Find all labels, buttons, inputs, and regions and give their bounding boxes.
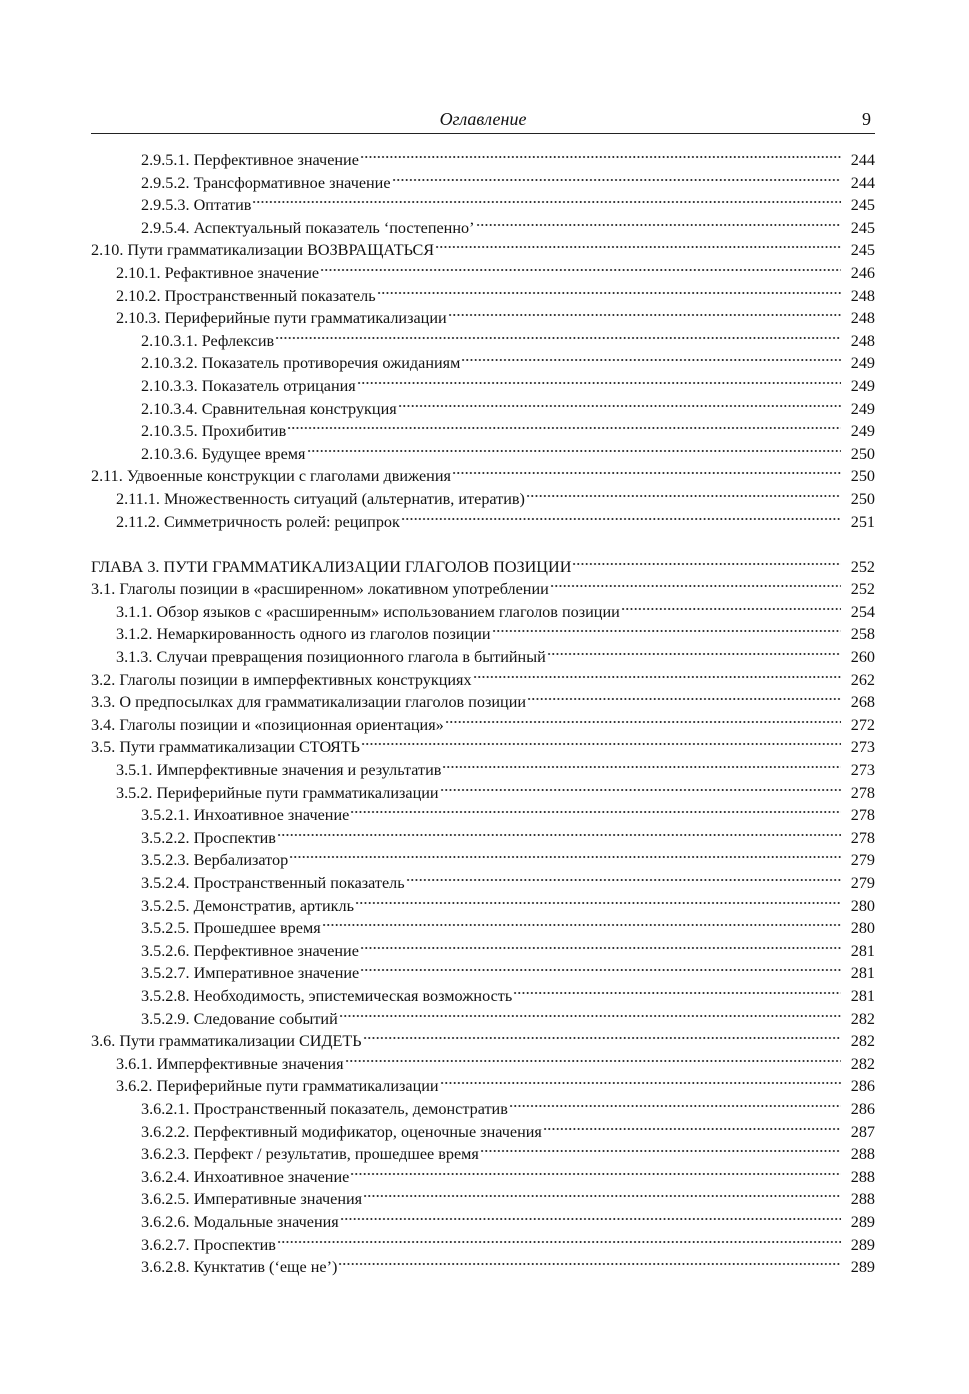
toc-entry-page: 286 xyxy=(850,1077,875,1096)
toc-entry xyxy=(91,985,875,1008)
dot-leader xyxy=(363,1034,841,1042)
toc-entry xyxy=(91,827,875,850)
toc-entry-page: 278 xyxy=(850,783,875,802)
toc-entry-title: 2.10.1. Рефактивное значение xyxy=(116,263,320,282)
toc-entry xyxy=(91,962,875,985)
toc-entry-title: 3.6.2.6. Модальные значения xyxy=(141,1212,339,1231)
toc-entry xyxy=(91,1008,875,1031)
toc-entry xyxy=(91,736,875,759)
dot-leader xyxy=(350,808,841,816)
table-of-contents xyxy=(91,149,875,1279)
toc-entry-page: 281 xyxy=(850,986,875,1005)
toc-entry-title: 3.1.2. Немаркированность одного из глаголов позиции xyxy=(116,625,491,644)
toc-entry-page: 287 xyxy=(850,1122,875,1141)
toc-entry-page: 249 xyxy=(850,376,875,395)
toc-entry-page: 246 xyxy=(850,263,875,282)
dot-leader xyxy=(392,176,841,184)
toc-entry xyxy=(91,804,875,827)
toc-entry-title: 3.5. Пути грамматикализации СТОЯТЬ xyxy=(91,738,360,757)
toc-entry-title: 3.6.2.4. Инхоативное значение xyxy=(141,1167,350,1186)
toc-entry xyxy=(91,782,875,805)
toc-entry-page: 280 xyxy=(850,896,875,915)
dot-leader xyxy=(543,1125,841,1133)
toc-entry xyxy=(91,307,875,330)
toc-entry xyxy=(91,511,875,534)
toc-entry xyxy=(91,1121,875,1144)
dot-leader xyxy=(550,582,841,590)
dot-leader xyxy=(435,243,841,251)
toc-entry-title: 3.3. О предпосылках для грамматикализации глаголов позиции xyxy=(91,693,527,712)
toc-entry-page: 280 xyxy=(850,919,875,938)
toc-entry-page: 260 xyxy=(850,648,875,667)
toc-entry-title: 3.2. Глаголы позиции в имперфективных конструкциях xyxy=(91,670,472,689)
running-header xyxy=(91,106,875,132)
toc-entry-title: 3.6.2.7. Проспектив xyxy=(141,1235,276,1254)
toc-entry-title: 2.9.5.3. Оптатив xyxy=(141,196,252,215)
toc-entry-page: 281 xyxy=(850,941,875,960)
toc-entry-page: 244 xyxy=(850,151,875,169)
toc-entry-title: 3.6.2.5. Императивные значения xyxy=(141,1190,363,1209)
toc-entry-title: 2.10.3.1. Рефлексив xyxy=(141,331,275,350)
toc-entry-title: 3.6. Пути грамматикализации СИДЕТЬ xyxy=(91,1032,362,1051)
toc-entry-page: 252 xyxy=(850,557,875,576)
toc-entry-page: 244 xyxy=(850,173,875,192)
toc-entry xyxy=(91,1256,875,1279)
toc-entry-page: 251 xyxy=(850,512,875,531)
toc-entry-title: 3.1.3. Случаи превращения позиционного глагола в бытийный xyxy=(116,648,546,667)
toc-entry-title: 2.10.3.4. Сравнительная конструкция xyxy=(141,399,397,418)
toc-entry xyxy=(91,1098,875,1121)
dot-leader xyxy=(322,921,841,929)
toc-entry-title: 2.9.5.2. Трансформативное значение xyxy=(141,173,391,192)
dot-leader xyxy=(320,266,841,274)
toc-entry-title: 2.11. Удвоенные конструкции с глаголами движения xyxy=(91,467,451,486)
toc-entry-title: 3.5.1. Имперфективные значения и результатив xyxy=(116,761,442,780)
toc-entry-page: 248 xyxy=(850,331,875,350)
toc-entry xyxy=(91,759,875,782)
toc-entry-page: 272 xyxy=(850,715,875,734)
toc-entry-title: 3.6.2.3. Перфект / результатив, прошедшее время xyxy=(141,1145,479,1164)
dot-leader xyxy=(355,899,841,907)
dot-leader xyxy=(406,876,841,884)
header-page-number: 9 xyxy=(862,109,871,129)
toc-entry xyxy=(91,714,875,737)
toc-entry-page: 250 xyxy=(850,467,875,486)
dot-leader xyxy=(448,311,841,319)
dot-leader xyxy=(307,447,842,455)
toc-entry-title: 2.10.3.3. Показатель отрицания xyxy=(141,376,356,395)
toc-entry-page: 282 xyxy=(850,1032,875,1051)
dot-leader xyxy=(338,1260,841,1268)
toc-entry xyxy=(91,1030,875,1053)
toc-entry-page: 245 xyxy=(850,196,875,215)
dot-leader xyxy=(480,1147,841,1155)
toc-entry xyxy=(91,578,875,601)
toc-entry-title: 2.10.3. Периферийные пути грамматикализации xyxy=(116,309,447,328)
toc-entry xyxy=(91,352,875,375)
toc-entry-page: 289 xyxy=(850,1212,875,1231)
toc-entry xyxy=(91,849,875,872)
toc-entry-title: 3.5.2.7. Императивное значение xyxy=(141,964,360,983)
toc-entry-page: 273 xyxy=(850,738,875,757)
toc-entry-page: 282 xyxy=(850,1054,875,1073)
dot-leader xyxy=(440,786,841,794)
toc-entry xyxy=(91,1188,875,1211)
toc-entry-page: 249 xyxy=(850,422,875,441)
toc-entry xyxy=(91,172,875,195)
dot-leader xyxy=(513,989,841,997)
dot-leader xyxy=(360,153,841,161)
toc-entry xyxy=(91,1053,875,1076)
dot-leader xyxy=(476,221,842,229)
toc-entry-title: 3.6.2. Периферийные пути грамматикализации xyxy=(116,1077,439,1096)
toc-entry-title: 3.4. Глаголы позиции и «позиционная ориентация» xyxy=(91,715,444,734)
toc-entry-title: 3.6.1. Имперфективные значения xyxy=(116,1054,344,1073)
dot-leader xyxy=(277,1238,841,1246)
dot-leader xyxy=(277,831,841,839)
toc-entry xyxy=(91,375,875,398)
toc-entry-title: 3.5.2.3. Вербализатор xyxy=(141,851,289,870)
dot-leader xyxy=(547,650,841,658)
toc-entry xyxy=(91,872,875,895)
dot-leader xyxy=(398,402,841,410)
dot-leader xyxy=(360,966,841,974)
dot-leader xyxy=(360,944,841,952)
toc-entry-page: 248 xyxy=(850,286,875,305)
toc-entry-page: 268 xyxy=(850,693,875,712)
toc-entry xyxy=(91,1234,875,1257)
toc-entry-page: 250 xyxy=(850,489,875,508)
dot-leader xyxy=(452,469,841,477)
dot-leader xyxy=(445,718,841,726)
toc-entry-title: 2.9.5.1. Перфективное значение xyxy=(141,151,359,169)
dot-leader xyxy=(350,1170,841,1178)
toc-entry-page: 288 xyxy=(850,1167,875,1186)
dot-leader xyxy=(527,695,841,703)
dot-leader xyxy=(275,334,841,342)
dot-leader xyxy=(621,605,841,613)
dot-leader xyxy=(401,515,841,523)
toc-entry-title: 3.5.2. Периферийные пути грамматикализации xyxy=(116,783,439,802)
toc-entry-title: 2.10.3.2. Показатель противоречия ожиданиям xyxy=(141,354,461,373)
toc-entry-page: 281 xyxy=(850,964,875,983)
toc-entry-title: 3.5.2.8. Необходимость, эпистемическая возможность xyxy=(141,986,513,1005)
dot-leader xyxy=(509,1102,841,1110)
dot-leader xyxy=(492,627,841,635)
toc-entry-page: 286 xyxy=(850,1099,875,1118)
toc-entry-page: 252 xyxy=(850,580,875,599)
toc-entry-page: 279 xyxy=(850,851,875,870)
toc-entry xyxy=(91,691,875,714)
toc-entry xyxy=(91,917,875,940)
dot-leader xyxy=(461,356,841,364)
toc-entry-title: 2.10.3.6. Будущее время xyxy=(141,444,306,463)
toc-entry-page: 278 xyxy=(850,806,875,825)
dot-leader xyxy=(363,1192,841,1200)
toc-entry-page: 248 xyxy=(850,309,875,328)
toc-entry-page: 250 xyxy=(850,444,875,463)
dot-leader xyxy=(377,289,841,297)
toc-entry-title: 2.11.1. Множественность ситуаций (альтернатив, итератив) xyxy=(116,489,525,508)
toc-entry xyxy=(91,1211,875,1234)
toc-entry-page: 273 xyxy=(850,761,875,780)
toc-entry-title: 3.6.2.1. Пространственный показатель, демонстратив xyxy=(141,1099,508,1118)
toc-entry-title: 3.5.2.5. Демонстратив, артикль xyxy=(141,896,354,915)
toc-entry xyxy=(91,895,875,918)
toc-entry xyxy=(91,465,875,488)
toc-entry xyxy=(91,1143,875,1166)
toc-entry-title: 3.5.2.4. Пространственный показатель xyxy=(141,874,405,892)
dot-leader xyxy=(345,1057,841,1065)
toc-entry-title: 2.10. Пути грамматикализации ВОЗВРАЩАТЬСЯ xyxy=(91,241,435,260)
toc-entry-page: 288 xyxy=(850,1190,875,1209)
toc-entry-title: ГЛАВА 3. ПУТИ ГРАММАТИКАЛИЗАЦИИ ГЛАГОЛОВ ПОЗИЦИИ xyxy=(91,557,572,576)
dot-leader xyxy=(357,379,841,387)
toc-entry-page: 249 xyxy=(850,399,875,418)
dot-leader xyxy=(572,560,841,568)
toc-entry-page: 262 xyxy=(850,670,875,689)
dot-leader xyxy=(287,424,841,432)
toc-entry xyxy=(91,646,875,669)
toc-entry xyxy=(91,623,875,646)
toc-entry xyxy=(91,940,875,963)
dot-leader xyxy=(526,492,841,500)
dot-leader xyxy=(440,1079,841,1087)
toc-entry xyxy=(91,443,875,466)
toc-entry-title: 3.5.2.1. Инхоативное значение xyxy=(141,806,350,825)
toc-entry xyxy=(91,239,875,262)
toc-entry-page: 279 xyxy=(850,874,875,892)
toc-entry-page: 245 xyxy=(850,218,875,237)
toc-entry-title: 3.1.1. Обзор языков с «расширенным» использованием глаголов позиции xyxy=(116,602,620,621)
toc-entry-page: 254 xyxy=(850,602,875,621)
toc-entry xyxy=(91,488,875,511)
toc-entry-page: 258 xyxy=(850,625,875,644)
toc-entry xyxy=(91,398,875,421)
toc-entry xyxy=(91,194,875,217)
toc-entry xyxy=(91,149,875,172)
toc-entry xyxy=(91,556,875,579)
toc-entry-page: 289 xyxy=(850,1258,875,1277)
toc-entry-page: 278 xyxy=(850,828,875,847)
dot-leader xyxy=(361,740,841,748)
toc-entry xyxy=(91,420,875,443)
dot-leader xyxy=(252,198,841,206)
toc-entry-title: 3.6.2.2. Перфективный модификатор, оценочные значения xyxy=(141,1122,542,1141)
header-title: Оглавление xyxy=(439,109,527,129)
toc-entry-title: 2.10.2. Пространственный показатель xyxy=(116,286,376,305)
toc-entry xyxy=(91,217,875,240)
toc-entry-page: 288 xyxy=(850,1145,875,1164)
toc-entry-title: 3.5.2.6. Перфективное значение xyxy=(141,941,359,960)
toc-entry xyxy=(91,330,875,353)
dot-leader xyxy=(289,853,841,861)
toc-entry xyxy=(91,262,875,285)
toc-entry-title: 3.5.2.5. Прошедшее время xyxy=(141,919,321,938)
dot-leader xyxy=(442,763,841,771)
dot-leader xyxy=(339,1012,841,1020)
dot-leader xyxy=(473,673,841,681)
toc-entry xyxy=(91,669,875,692)
toc-entry xyxy=(91,1166,875,1189)
toc-entry xyxy=(91,285,875,308)
toc-entry-page: 249 xyxy=(850,354,875,373)
toc-entry-title: 2.11.2. Симметричность ролей: реципрок xyxy=(116,512,400,531)
toc-entry-page: 289 xyxy=(850,1235,875,1254)
toc-entry xyxy=(91,601,875,624)
toc-entry-title: 3.6.2.8. Кунктатив (‘еще не’) xyxy=(141,1258,338,1277)
toc-entry-title: 2.10.3.5. Прохибитив xyxy=(141,422,287,441)
toc-entry xyxy=(91,1075,875,1098)
toc-entry-title: 3.1. Глаголы позиции в «расширенном» локативном употреблении xyxy=(91,580,549,599)
toc-entry-page: 245 xyxy=(850,241,875,260)
toc-entry-title: 3.5.2.9. Следование событий xyxy=(141,1009,338,1028)
dot-leader xyxy=(340,1215,841,1223)
toc-entry-page: 282 xyxy=(850,1009,875,1028)
header-divider xyxy=(91,133,875,134)
toc-entry-title: 3.5.2.2. Проспектив xyxy=(141,828,276,847)
toc-entry-title: 2.9.5.4. Аспектуальный показатель ‘постепенно’ xyxy=(141,218,475,237)
